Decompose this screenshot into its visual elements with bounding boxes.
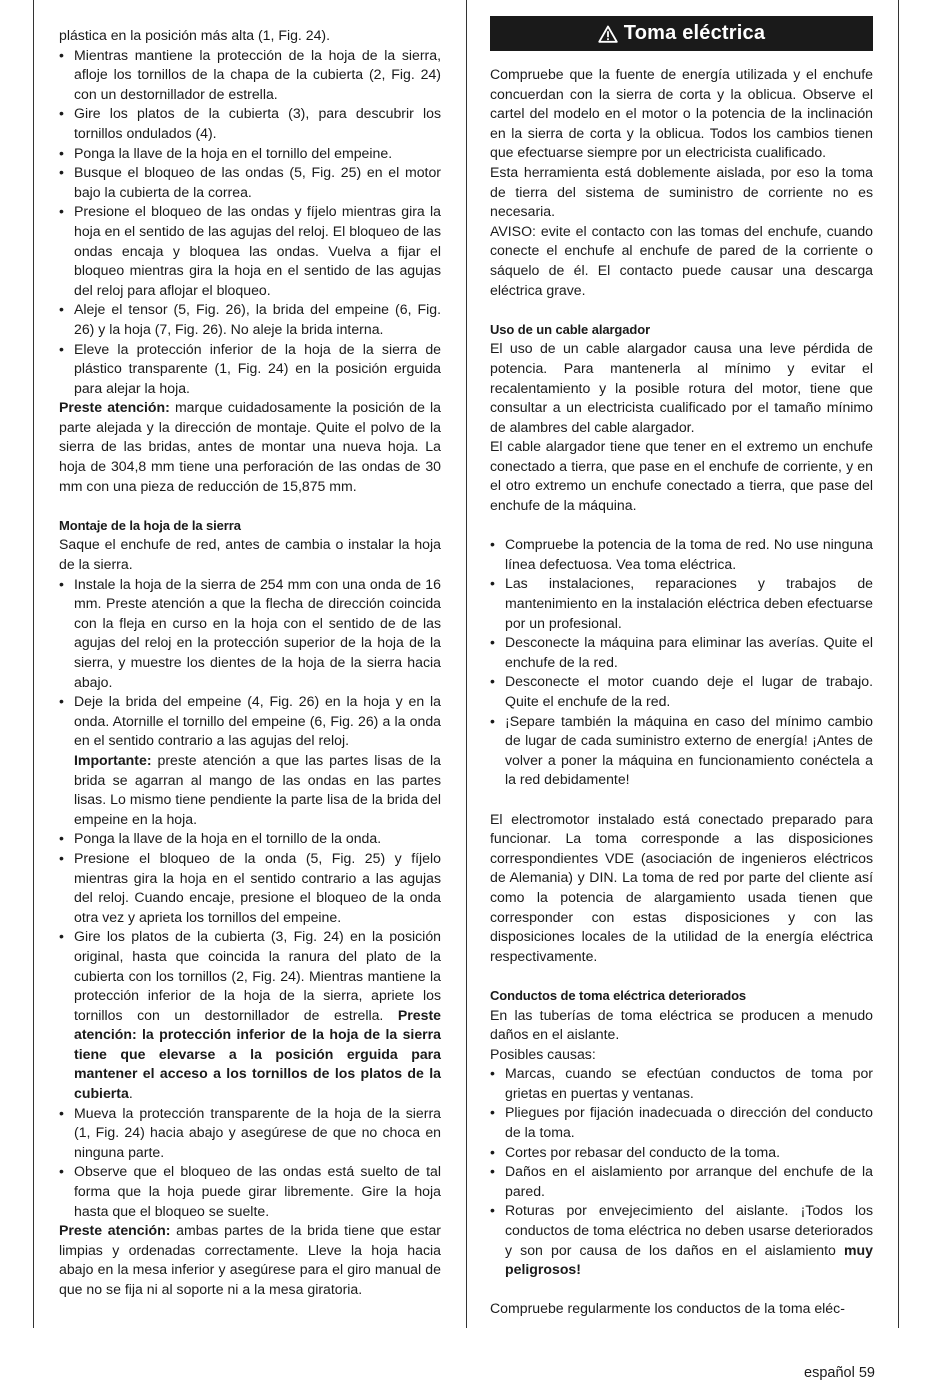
- important-text: preste atención a que las partes lisas de la brida se agarran al mango de las ondas en las partes lisas. Lo mismo tiene pendiente la parte lisa de la brida del empeine en la hoja.: [74, 751, 441, 827]
- list-item: • Presione el bloqueo de las ondas y fíjelo mientras gira la hoja en el sentido de las agujas del reloj. El bloqueo de las ondas encaja y bloquea las ondas. Vuelva a fijar el bloqueo mientras gira la hoja en el sentido de las agujas del reloj para aflojar el bloqueo.: [59, 202, 441, 300]
- list-item: • Mueva la protección transparente de la hoja de la sierra (1, Fig. 24) hacia abajo y asegúrese de que no choca en ninguna parte.: [59, 1104, 441, 1163]
- center-rule: [466, 0, 467, 1328]
- list-item: • Desconecte el motor cuando deje el lugar de trabajo. Quite el enchufe de la red.: [490, 672, 873, 711]
- section-heading-cable: Uso de un cable alargador: [490, 321, 651, 337]
- safety-list: [490, 535, 873, 790]
- list-item-text: Gire los platos de la cubierta (3, Fig. 24) en la posición original, hasta que coincida la ranura del plato de la cubierta con los tornillos (2, Fig. 24). Mientras mantiene la protección inferior de la hoja de la sierra, apriete los tornillos con un destornillador de estrella.: [74, 928, 441, 1023]
- left-margin-rule: [33, 0, 34, 1328]
- paragraph: Posibles causas:: [490, 1045, 596, 1062]
- list-item: • Las instalaciones, reparaciones y trabajos de mantenimiento en la instalación eléctrica deben efectuarse por un profesional.: [490, 574, 873, 633]
- attention-text: marque cuidadosamente la posición de la parte alejada y la dirección de montaje. Quite el polvo de la sierra de las bridas, antes de montar una nueva hoja. La hoja de 304,8 mm tiene una perforación de las ondas de 30 mm con una pieza de reducción de 15,875 mm.: [59, 399, 441, 494]
- paragraph: Compruebe regularmente los conductos de la toma eléc-: [490, 1300, 845, 1317]
- list-item: • Ponga la llave de la hoja en el tornillo de la onda.: [59, 829, 441, 849]
- paragraph: El uso de un cable alargador causa una leve pérdida de potencia. Para mantenerla al mínimo y evitar el recalentamiento y la posible rotura del motor, tiene que consultar a un electricista cualificado por el tamaño mínimo de alambres del cable alargador.: [490, 340, 873, 435]
- paragraph: Esta herramienta está doblemente aislada, por eso la toma de tierra del sistema de suministro de corriente no es necesaria.: [490, 163, 873, 220]
- list-item: • Daños en el aislamiento por arranque del enchufe de la pared.: [490, 1162, 873, 1201]
- removal-steps-list: [59, 46, 441, 399]
- paragraph: En las tuberías de toma eléctrica se producen a menudo daños en el aislante.: [490, 1006, 873, 1043]
- attention-label: Preste atención:: [59, 1222, 171, 1239]
- list-item: • Ponga la llave de la hoja en el tornillo del empeine.: [59, 144, 441, 164]
- list-item: • Pliegues por fijación inadecuada o dirección del conducto de la toma.: [490, 1103, 873, 1142]
- paragraph: El electromotor instalado está conectado preparado para funcionar. La toma corresponde a las disposiciones correspondientes VDE (asociación de ingenieros eléctricos de Alemania) y DIN. La toma de red por parte del cliente así como la potencia de alargamiento usada tienen que corresponder con estas disposiciones y con las disposiciones locales de la utilidad de la energía eléctrica respectivamente.: [490, 810, 873, 964]
- list-item: • Busque el bloqueo de las ondas (5, Fig. 25) en el motor bajo la cubierta de la correa.: [59, 163, 441, 202]
- left-column: [59, 26, 441, 1300]
- list-item-end: .: [128, 1085, 133, 1102]
- list-item: • ¡Separe también la máquina en caso del mínimo cambio de lugar de cada suministro externo de energía! ¡Antes de volver a poner la máquina en funcionamiento conéctela a la red debidamente!: [490, 712, 873, 790]
- right-margin-rule: [898, 0, 899, 1328]
- install-steps-list: [59, 575, 441, 1222]
- list-item: • Mientras mantiene la protección de la hoja de la sierra, afloje los tornillos de la chapa de la cubierta (2, Fig. 24) con un destornillador de estrella.: [59, 46, 441, 105]
- attention-note: [59, 398, 441, 496]
- list-item: • Gire los platos de la cubierta (3), para descubrir los tornillos ondulados (4).: [59, 104, 441, 143]
- right-column: [490, 65, 873, 1319]
- section-heading-montaje: Montaje de la hoja de la sierra: [59, 517, 241, 533]
- page-number: español 59: [804, 1365, 875, 1381]
- list-item: • Presione el bloqueo de la onda (5, Fig. 25) y fíjelo mientras gira la hoja en el sentido contrario a las agujas del reloj. Cuando encaje, presione el bloqueo de la onda otra vez y aprieta los tornillos del empeine.: [59, 849, 441, 927]
- list-item: [59, 692, 441, 829]
- list-item: • Desconecte la máquina para eliminar las averías. Quite el enchufe de la red.: [490, 633, 873, 672]
- attention-note: [59, 1221, 441, 1299]
- intro-continuation: plástica en la posición más alta (1, Fig. 24).: [59, 27, 331, 43]
- warning-triangle-icon: [598, 25, 618, 43]
- causes-list: [490, 1064, 873, 1280]
- list-item: • Aleje el tensor (5, Fig. 26), la brida del empeine (6, Fig. 26) y la hoja (7, Fig. 26). No aleje la brida interna.: [59, 300, 441, 339]
- section-intro: Saque el enchufe de red, antes de cambia o instalar la hoja de la sierra.: [59, 536, 441, 573]
- attention-text: ambas partes de la brida tiene que estar limpias y ordenadas correctamente. Lleve la hoja hacia abajo en la mesa inferior y asegúrese para el giro manual de que no se fija ni al soporte ni a la mesa giratoria.: [59, 1222, 441, 1297]
- section-heading-conductos: Conductos de toma eléctrica deteriorados: [490, 987, 747, 1003]
- list-item-text: Deje la brida del empeine (4, Fig. 26) en la hoja y en la onda. Atornille el tornillo del empeine (6, Fig. 26) a la onda en el sentido contrario a las agujas del reloj.: [74, 693, 441, 749]
- list-item: • Instale la hoja de la sierra de 254 mm con una onda de 16 mm. Preste atención a que la flecha de dirección coincida con la fleja en curso en la hoja con el sentido de de las agujas del reloj en la protección superior de la hoja de la sierra, y muestre los dientes de la hoja de la sierra hacia abajo.: [59, 575, 441, 693]
- list-item: • Observe que el bloqueo de las ondas está suelto de tal forma que la hoja puede girar libremente. Gire la hoja hasta que el bloqueo se suelte.: [59, 1162, 441, 1221]
- list-item: • Compruebe la potencia de la toma de red. No use ninguna línea defectuosa. Vea toma eléctrica.: [490, 535, 873, 574]
- list-item: [59, 927, 441, 1103]
- list-item: • Eleve la protección inferior de la hoja de la sierra de plástico transparente (1, Fig. 24) en la posición erguida para alejar la hoja.: [59, 340, 441, 399]
- list-item-text: Roturas por envejecimiento del aislante. ¡Todos los conductos de toma eléctrica no deben usarse deteriorados y son por causa de los daños en el aislamiento: [505, 1202, 873, 1258]
- list-item: • Cortes por rebasar del conducto de la toma.: [490, 1143, 873, 1163]
- banner-title: Toma eléctrica: [623, 21, 766, 44]
- section-banner-toma-electrica: [490, 16, 873, 51]
- paragraph: Compruebe que la fuente de energía utilizada y el enchufe concuerdan con la sierra de corta y la oblicua. Observe el cartel del modelo en el motor o la potencia de la inclinación en la sierra de corta y la oblicua. Todos los cambios tienen que efectuarse siempre por un electricista cualificado.: [490, 66, 873, 161]
- list-item: • Marcas, cuando se efectúan conductos de toma por grietas en puertas y ventanas.: [490, 1064, 873, 1103]
- bold-warning: Preste atención: la protección inferior de la hoja de la sierra tiene que elevarse a la posición erguida para mantener el acceso a los tornillos de los platos de la cubierta: [74, 1006, 441, 1102]
- attention-label: Preste atención:: [59, 399, 170, 416]
- important-label: Importante:: [74, 751, 152, 768]
- list-item: [490, 1201, 873, 1279]
- paragraph: AVISO: evite el contacto con las tomas del enchufe, cuando conecte el enchufe al enchufe de pared de la corriente o sáquelo de él. El contacto puede causar una descarga eléctrica grave.: [490, 222, 873, 298]
- paragraph: El cable alargador tiene que tener en el extremo un enchufe conectado a tierra, que pase en el enchufe de corriente, y en el otro extremo un enchufe conectado a tierra, que pase del enchufe de la máquina.: [490, 438, 873, 514]
- bold-warning: muy peligrosos!: [505, 1241, 873, 1278]
